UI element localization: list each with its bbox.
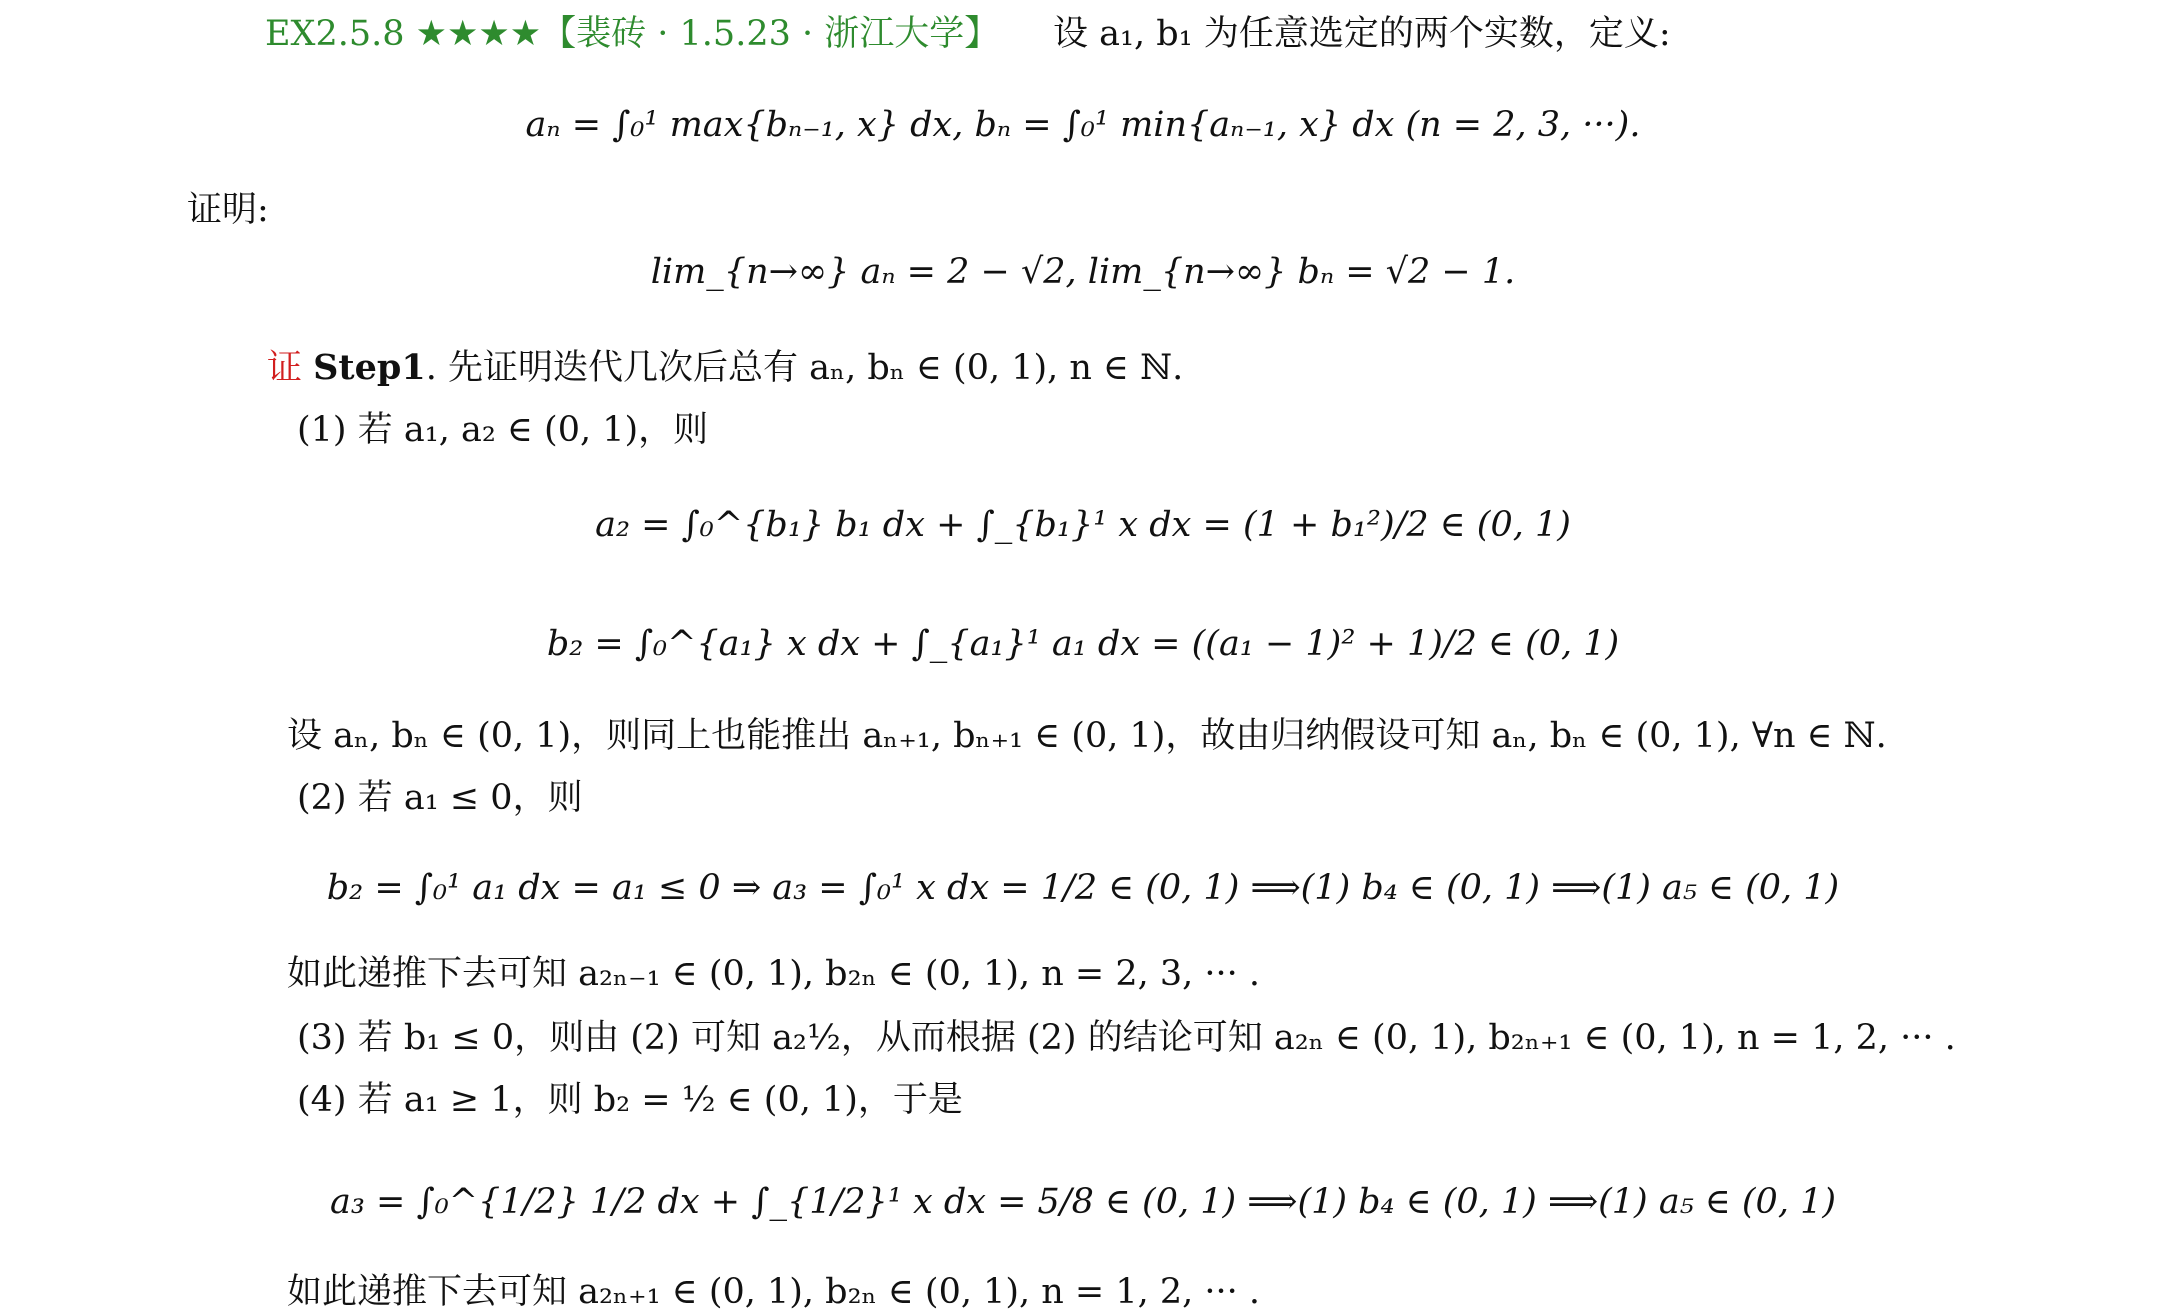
problem-statement: 设 a₁, b₁ 为任意选定的两个实数，定义: bbox=[1053, 14, 1671, 54]
definition-formula: aₙ = ∫₀¹ max{bₙ₋₁, x} dx, bₙ = ∫₀¹ min{aₙ₋₁, x} dx (n = 2, 3, ···). bbox=[525, 105, 1641, 145]
case2-head: (2) 若 a₁ ≤ 0，则 bbox=[297, 778, 583, 818]
case2-eq: b₂ = ∫₀¹ a₁ dx = a₁ ≤ 0 ⇒ a₃ = ∫₀¹ x dx = 1/2 ∈ (0, 1) ⟹(1) b₄ ∈ (0, 1) ⟹(1) a₅ ∈ (0, 1) bbox=[326, 868, 1840, 908]
case1-head: (1) 若 a₁, a₂ ∈ (0, 1)，则 bbox=[297, 410, 709, 450]
case2-tail: 如此递推下去可知 a₂ₙ₋₁ ∈ (0, 1), b₂ₙ ∈ (0, 1), n = 2, 3, ··· . bbox=[287, 954, 1261, 994]
case1-tail: 设 aₙ, bₙ ∈ (0, 1)，则同上也能推出 aₙ₊₁, bₙ₊₁ ∈ (0, 1)，故由归纳假设可知 aₙ, bₙ ∈ (0, 1), ∀n ∈ ℕ. bbox=[287, 716, 1887, 756]
step1-text: . 先证明迭代几次后总有 aₙ, bₙ ∈ (0, 1), n ∈ ℕ. bbox=[425, 348, 1184, 388]
step1-title: Step1 bbox=[313, 347, 426, 388]
step1-line bbox=[267, 348, 1183, 388]
case3: (3) 若 b₁ ≤ 0，则由 (2) 可知 a₂½，从而根据 (2) 的结论可知 a₂ₙ ∈ (0, 1), b₂ₙ₊₁ ∈ (0, 1), n = 1, 2, ··· . bbox=[297, 1018, 1956, 1058]
case1-eq2: b₂ = ∫₀^{a₁} x dx + ∫_{a₁}¹ a₁ dx = ((a₁ − 1)² + 1)/2 ∈ (0, 1) bbox=[546, 624, 1620, 664]
case1-eq1: a₂ = ∫₀^{b₁} b₁ dx + ∫_{b₁}¹ x dx = (1 + b₁²)/2 ∈ (0, 1) bbox=[595, 505, 1571, 545]
proof-mark: 证 bbox=[267, 348, 303, 388]
case4-head: (4) 若 a₁ ≥ 1，则 b₂ = ½ ∈ (0, 1)，于是 bbox=[297, 1080, 963, 1120]
case4-eq: a₃ = ∫₀^{1/2} 1/2 dx + ∫_{1/2}¹ x dx = 5/8 ∈ (0, 1) ⟹(1) b₄ ∈ (0, 1) ⟹(1) a₅ ∈ (0, 1) bbox=[329, 1182, 1836, 1222]
case4-tail: 如此递推下去可知 a₂ₙ₊₁ ∈ (0, 1), b₂ₙ ∈ (0, 1), n = 1, 2, ··· . bbox=[287, 1272, 1261, 1312]
prove-label: 证明: bbox=[187, 190, 269, 230]
problem-head: EX2.5.8 ★★★★【裴砖 · 1.5.23 · 浙江大学】 bbox=[265, 14, 1000, 54]
limit-goal: lim_{n→∞} aₙ = 2 − √2, lim_{n→∞} bₙ = √2 − 1. bbox=[650, 252, 1516, 292]
